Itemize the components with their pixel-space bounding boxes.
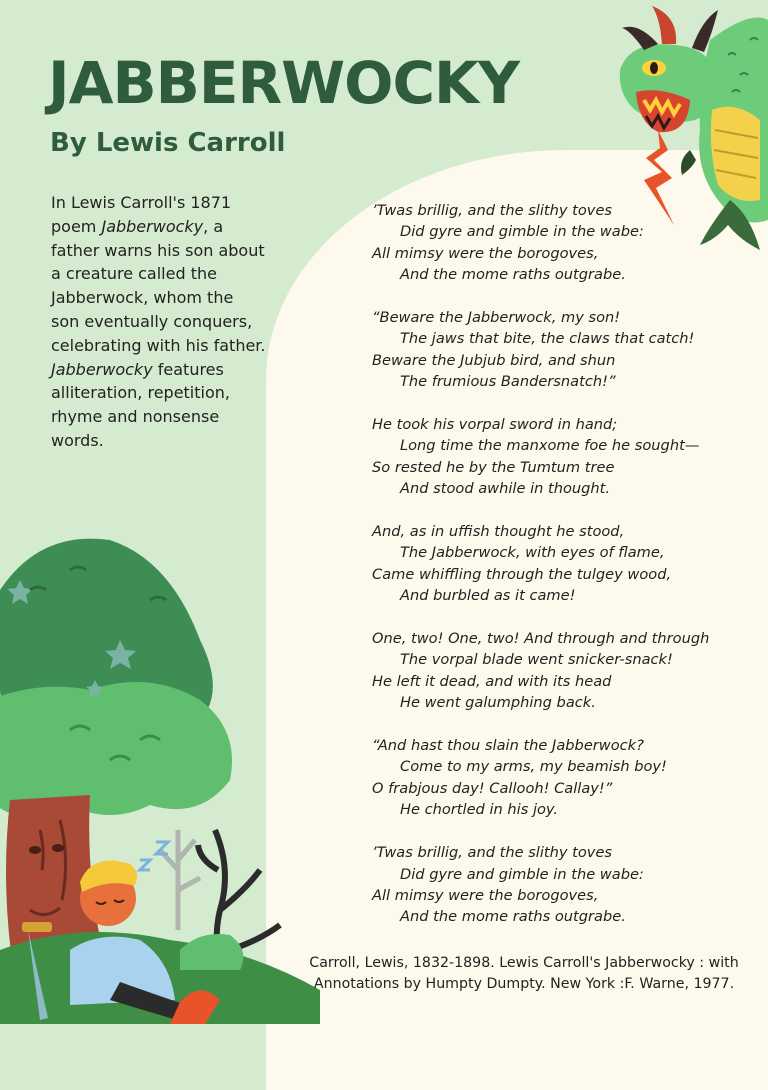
poem-line: And burbled as it came! bbox=[400, 587, 576, 605]
poem-text bbox=[372, 200, 762, 949]
poem-line: He chortled in his joy. bbox=[400, 801, 559, 819]
poem-line: Came whiffling through the tulgey wood, bbox=[372, 565, 672, 583]
poem-stanza bbox=[372, 521, 762, 607]
poem-line: The vorpal blade went snicker-snack! bbox=[400, 651, 673, 669]
poem-line: And the mome raths outgrabe. bbox=[400, 266, 626, 284]
page-title: JABBERWOCKY bbox=[48, 49, 519, 117]
poem-line: “Beware the Jabberwock, my son! bbox=[372, 309, 621, 327]
poem-line: And, as in uffish thought he stood, bbox=[372, 523, 625, 541]
poem-line: ’Twas brillig, and the slithy toves bbox=[372, 202, 613, 219]
poem-line: ’Twas brillig, and the slithy toves bbox=[372, 844, 613, 862]
poem-stanza bbox=[372, 628, 762, 714]
poem-stanza bbox=[372, 735, 762, 821]
poem-line: All mimsy were the borogoves, bbox=[372, 244, 599, 262]
poem-line: Come to my arms, my beamish boy! bbox=[400, 758, 667, 776]
poem-line: The Jabberwock, with eyes of flame, bbox=[400, 544, 665, 562]
poem-line: O frabjous day! Callooh! Callay!” bbox=[372, 779, 613, 797]
poem-line: He went galumphing back. bbox=[400, 694, 596, 712]
poem-line: All mimsy were the borogoves, bbox=[372, 886, 599, 904]
poem-stanza bbox=[372, 200, 762, 286]
tree-and-sleeping-boy-illustration bbox=[0, 530, 320, 1024]
poem-line: So rested he by the Tumtum tree bbox=[372, 458, 615, 476]
poem-stanza bbox=[372, 414, 762, 500]
poem-stanza bbox=[372, 842, 762, 928]
poem-line: And stood awhile in thought. bbox=[400, 480, 611, 498]
intro-paragraph: In Lewis Carroll's 1871 poem Jabberwocky, a father warns his son about a creature called the Jabberwock, whom the son eventually conquers, celebrating with his father. Jabberwocky features alliteration, repetition, rhyme and nonsense words. bbox=[51, 193, 266, 450]
poem-line: Did gyre and gimble in the wabe: bbox=[400, 865, 644, 883]
poem-line: He left it dead, and with its head bbox=[372, 672, 612, 690]
poem-line: Beware the Jubjub bird, and shun bbox=[372, 351, 616, 369]
author-byline: By Lewis Carroll bbox=[50, 128, 286, 158]
poem-line: One, two! One, two! And through and through bbox=[372, 630, 710, 648]
poem-line: He took his vorpal sword in hand; bbox=[372, 416, 618, 434]
poem-line: Did gyre and gimble in the wabe: bbox=[400, 223, 644, 241]
poem-line: “And hast thou slain the Jabberwock? bbox=[372, 737, 644, 755]
poem-stanza bbox=[372, 307, 762, 393]
poem-line: And the mome raths outgrabe. bbox=[400, 908, 626, 926]
citation: Carroll, Lewis, 1832-1898. Lewis Carroll's Jabberwocky : with Annotations by Humpty Dumpty. New York :F. Warne, 1977. bbox=[309, 955, 739, 992]
poem-line: The jaws that bite, the claws that catch! bbox=[400, 330, 695, 348]
poem-line: Long time the manxome foe he sought— bbox=[400, 437, 700, 455]
poem-line: The frumious Bandersnatch!” bbox=[400, 373, 616, 391]
